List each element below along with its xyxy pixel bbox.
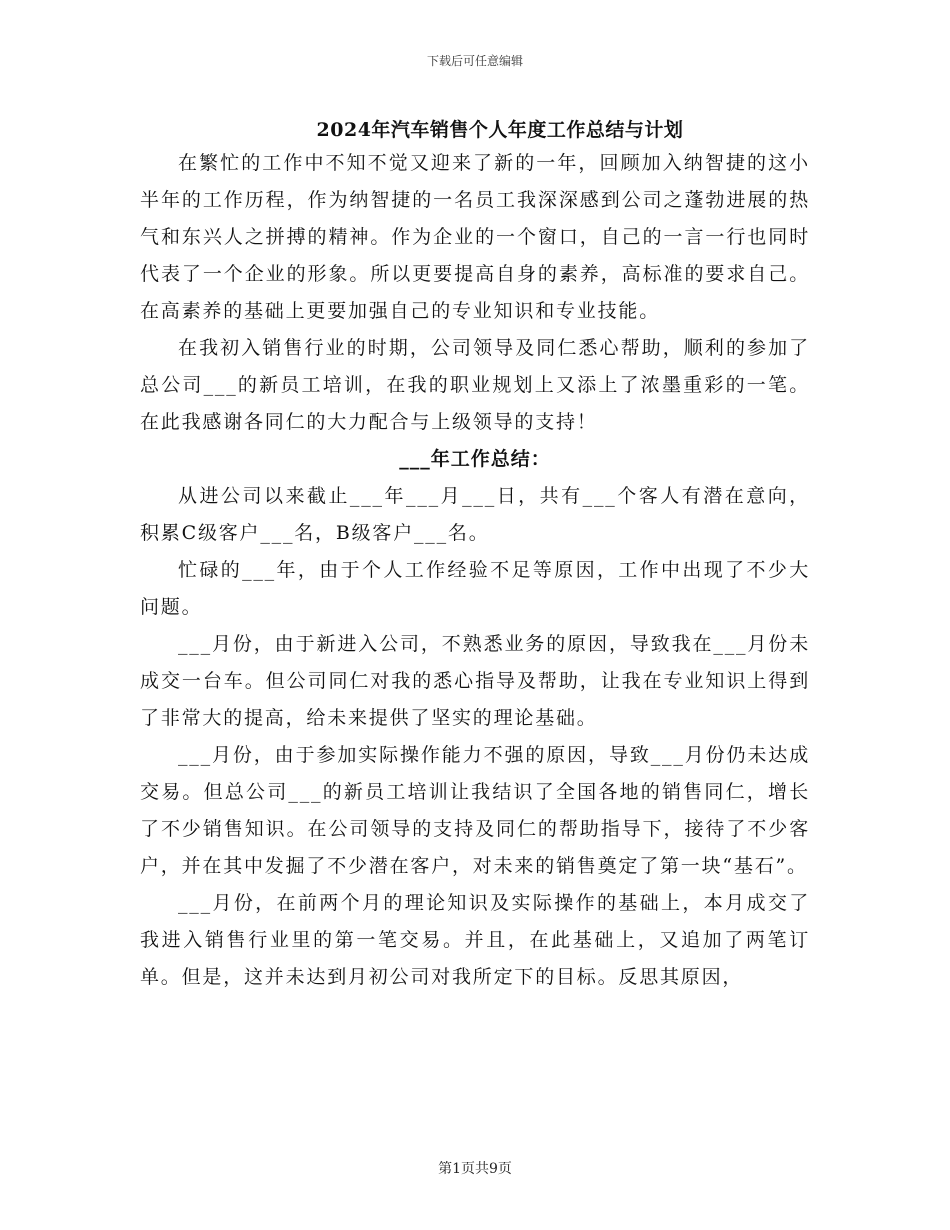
summary-paragraph: ___月份，在前两个月的理论知识及实际操作的基础上，本月成交了我进入销售行业里的第一笔交易。并且，在此基础上，又追加了两笔订单。但是，这并未达到月初公司对我所定下的目标。反思其原因， <box>140 892 810 988</box>
section-heading: ___年工作总结： <box>399 448 551 470</box>
document-title: 2024年汽车销售个人年度工作总结与计划 <box>316 119 684 141</box>
summary-paragraph: ___月份，由于新进入公司，不熟悉业务的原因，导致我在___月份未成交一台车。但公司同仁对我的悉心指导及帮助，让我在专业知识上得到了非常大的提高，给未来提供了坚实的理论基础。 <box>140 633 810 729</box>
page-number-footer: 第1页共9页 <box>438 1161 512 1177</box>
summary-paragraph: ___月份，由于参加实际操作能力不强的原因，导致___月份仍未达成交易。但总公司___的新员工培训让我结识了全国各地的销售同仁，增长了不少销售知识。在公司领导的支持及同仁的帮助指导下，接待了不少客户，并在其中发掘了不少潜在客户，对未来的销售奠定了第一块“基石”。 <box>140 744 810 877</box>
header-note: 下载后可任意编辑 <box>426 54 523 68</box>
summary-paragraph: 从进公司以来截止___年___月___日，共有___个客人有潜在意向，积累C级客户___名，B级客户___名。 <box>140 485 810 544</box>
summary-paragraph: 忙碌的___年，由于个人工作经验不足等原因，工作中出现了不少大问题。 <box>140 559 810 618</box>
intro-paragraph: 在繁忙的工作中不知不觉又迎来了新的一年，回顾加入纳智捷的这小半年的工作历程，作为纳智捷的一名员工我深深感到公司之蓬勃进展的热气和东兴人之拼搏的精神。作为企业的一个窗口，自己的一言一行也同时代表了一个企业的形象。所以更要提高自身的素养，高标准的要求自己。在高素养的基础上更要加强自己的专业知识和专业技能。 <box>140 152 810 322</box>
intro-paragraph: 在我初入销售行业的时期，公司领导及同仁悉心帮助，顺利的参加了总公司___的新员工培训，在我的职业规划上又添上了浓墨重彩的一笔。在此我感谢各同仁的大力配合与上级领导的支持！ <box>140 337 810 433</box>
document-body <box>140 145 810 996</box>
